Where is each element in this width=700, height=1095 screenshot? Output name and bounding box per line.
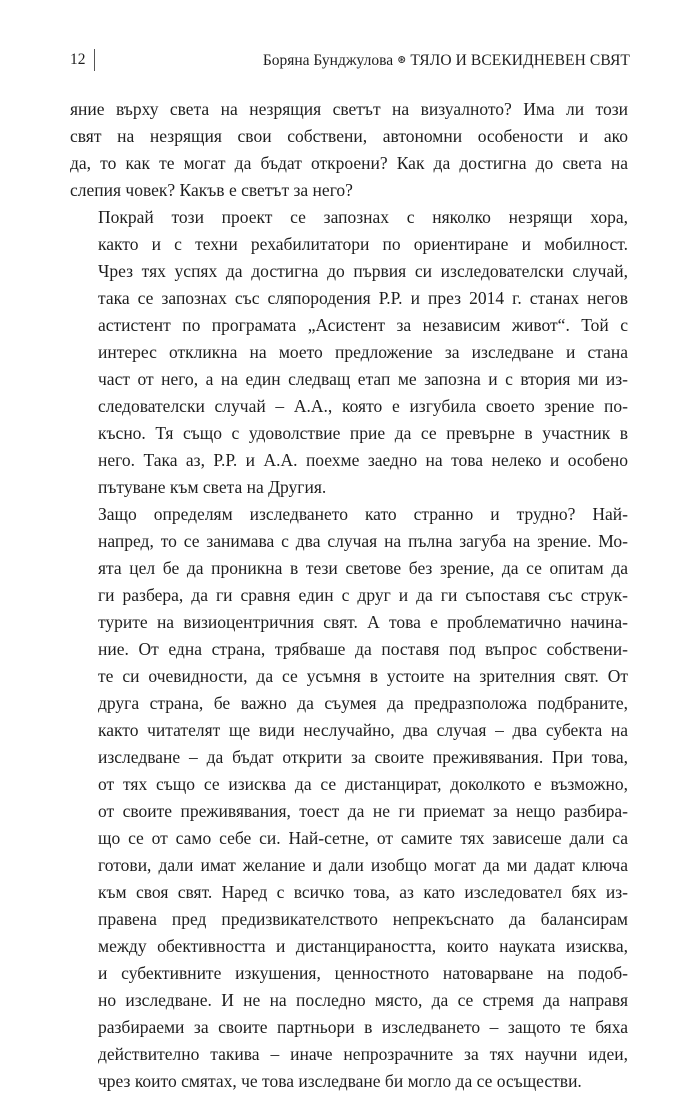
text-line: яние върху света на незрящия светът на визуалното? Има ли този	[70, 99, 628, 119]
text-line: от тях също се изисква да се дистанцират, доколкото е възможно,	[98, 774, 628, 794]
text-line: както читателят ще види неслучайно, два случая – два субекта на	[98, 720, 628, 740]
running-header	[70, 46, 630, 74]
text-line: част от него, а на един следващ етап ме запозна и с втория ми из-	[98, 369, 628, 389]
text-line: към своя свят. Наред с всичко това, аз като изследовател бях из-	[98, 882, 628, 902]
text-line: късно. Тя също с удоволствие прие да се превърне в участник в	[98, 423, 628, 443]
page-number-block	[70, 46, 95, 74]
text-line: интерес откликна на моето предложение за изследване и стана	[98, 342, 628, 362]
circle-bullet-icon: ⊛	[397, 53, 407, 66]
text-line: както и с техни рехабилитатори по ориентиране и мобилност.	[98, 234, 628, 254]
text-line: те си очевидности, да се усъмня в устоите на зрителния свят. От	[98, 666, 628, 686]
paragraph	[70, 204, 628, 501]
page-number: 12	[70, 51, 86, 68]
text-line: Покрай този проект се запознах с няколко незрящи хора,	[98, 207, 628, 227]
text-line: що се от само себе си. Най-сетне, от самите тях зависеше дали са	[98, 828, 628, 848]
header-rule	[94, 49, 95, 71]
text-line: действително такива – иначе непрозрачните за тях научни идеи,	[98, 1044, 628, 1064]
text-line: следователски случай – А.А., която е изгубила своето зрение по-	[98, 396, 628, 416]
text-line: да, то как те могат да бъдат откроени? Как да достигна до света на	[70, 153, 628, 173]
author-name: Боряна Бунджулова	[262, 51, 394, 69]
text-line: Чрез тях успях да достигна до първия си изследователски случай,	[98, 261, 628, 281]
text-line: Защо определям изследването като странно и трудно? Най-	[98, 504, 628, 524]
text-line: и субективните изкушения, ценностното натоварване на подоб-	[98, 963, 628, 983]
text-line: ние. От една страна, трябваше да поставя под въпрос собствени-	[98, 639, 628, 659]
paragraph	[70, 501, 628, 1095]
text-line: правена пред предизвикателството непрекъснато да балансирам	[98, 909, 628, 929]
text-line: свят на незрящия свои собствени, автономни особености и ако	[70, 126, 628, 146]
text-line: готови, дали имат желание и дали изобщо могат да ми дадат ключа	[98, 855, 628, 875]
text-line: ята цел бе да проникна в тези светове без зрение, да се опитам да	[98, 558, 628, 578]
text-line: разбираеми за своите партньори в изследването – защото те бяха	[98, 1017, 628, 1037]
text-line: него. Така аз, Р.Р. и А.А. поехме заедно на това нелеко и особено	[98, 450, 628, 470]
text-line: напред, то се занимава с два случая на пълна загуба на зрение. Мо-	[98, 531, 628, 551]
text-line: но изследване. И не на последно място, да се стремя да направя	[98, 990, 628, 1010]
text-line: слепия човек? Какъв е светът за него?	[70, 180, 353, 200]
text-line: пътуване към света на Другия.	[98, 477, 327, 497]
text-line: така се запознах със сляпородения Р.Р. и през 2014 г. станах негов	[98, 288, 628, 308]
paragraph	[70, 96, 628, 204]
text-line: от своите преживявания, тоест да не ги приемат за нещо разбира-	[98, 801, 628, 821]
text-line: ги разбера, да ги сравня един с друг и да ги съпоставя със струк-	[98, 585, 628, 605]
text-line: чрез които смятах, че това изследване би могло да се осъществи.	[98, 1071, 582, 1091]
text-line: между обективността и дистанцираността, които науката изисква,	[98, 936, 628, 956]
running-title	[263, 46, 630, 75]
text-line: астистент по програмата „Асистент за независим живот“. Той с	[98, 315, 628, 335]
text-line: друга страна, бе важно да съумея да предразположа подбраните,	[98, 693, 628, 713]
text-line: изследване – да бъдат открити за своите преживявания. При това,	[98, 747, 628, 767]
text-line: турите на визиоцентричния свят. А това е проблематично начина-	[98, 612, 628, 632]
body-text	[70, 96, 628, 1095]
book-title: ТЯЛО И ВСЕКИДНЕВЕН СВЯТ	[410, 51, 630, 69]
